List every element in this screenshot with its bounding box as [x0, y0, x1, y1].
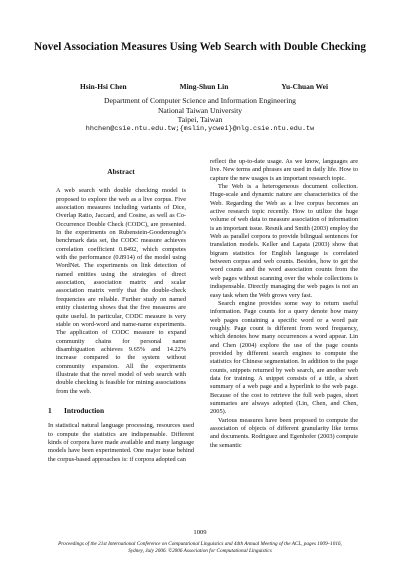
body-paragraph: reflect the up-to-date usage. As we know, languages are live. New terms and phrases are used in daily life. How to capture the new usages is an important research topic. [210, 158, 358, 182]
left-column [48, 158, 194, 464]
section-heading [48, 407, 194, 415]
affiliation-line: Department of Computer Science and Information Engineering [104, 96, 296, 105]
right-column [210, 158, 358, 450]
body-paragraph: In statistical natural language processing, resources used to compute the statistics are indispensable. Different kinds of corpora have made available and many language models have been experimented. One major issue behind the corpus-based approaches is: if corpora adopted can [48, 422, 194, 463]
section-title: Introduction [64, 405, 105, 415]
body-paragraph: Various measures have been proposed to compute the association of objects of different granularity like terms and documents. Rodriguez and Egenhofer (2003) compute the semantic [210, 416, 358, 449]
author-email: hhchen@csie.ntu.edu.tw;{mslin,ycwei}@nlg.csie.ntu.edu.tw [85, 125, 315, 133]
author-list [80, 82, 328, 91]
author-name: Ming-Shun Lin [179, 82, 229, 91]
section-number: 1 [48, 405, 52, 415]
abstract-text: A web search with double checking model is proposed to explore the web as a live corpus. Five association measures including variants of Dice, Overlap Ratio, Jaccard, and Cosine, as well as Co-Occurrence Double Check (CODC), are presented. In the experiments on Rubenstein-Goodenough’s benchmark data set, the CODC measure achieves correlation coefficient 0.8492, which competes with the performance (0.8914) of the model using WordNet. The experiments on link detection of named entities using the strategies of direct association, association matrix and scalar association matrix verify that the double-check frequencies are reliable. Further study on named entity clustering shows that the five measures are quite useful. In particular, CODC measure is very stable on word-word and name-name experiments. The application of CODC measure to expand community chains for personal name disambiguation achieves 9.65% and 14.22% increase compared to the system without community expansion. All the experiments illustrate that the novel model of web search with double checking is feasible for mining associations from the web. [56, 187, 186, 395]
page-number: 1009 [193, 529, 207, 536]
author-name: Yu-Chuan Wei [281, 82, 328, 91]
body-paragraph: The Web is a heterogeneous document collection. Huge-scale and dynamic nature are characteristics of the Web. Regarding the Web as a live corpus becomes an active research topic recently. How to utilize the huge volume of web data to measure association of information is an important issue. Resnik and Smith (2003) employ the Web as parallel corpora to provide bilingual sentences for translation models. Keller and Lapata (2003) show that bigram statistics for English language is correlated between corpus and web counts. Besides, how to get the word counts and the word association counts from the web pages without scanning over the whole collections is indispensable. Directly managing the web pages is not an easy task when the Web grows very fast. [210, 183, 358, 299]
paper-title: Novel Association Measures Using Web Search with Double Checking [34, 41, 366, 53]
footer-line: Proceedings of the 21st International Conference on Computational Linguistics and 44th Annual Meeting of the ACL, pages 1009–1016, [58, 541, 342, 547]
affiliation-line: National Taiwan University [157, 105, 243, 115]
body-paragraph: Search engine provides some way to return useful information. Page counts for a query denote how many web pages containing a specific word or a word pair roughly. Page count is different from word frequency, which denotes how many occurrences a word appear. Lin and Chen (2004) explore the use of the page counts provided by different search engines to compute the statistics for Chinese segmentation. In addition to the page counts, snippets returned by web search, are another web data for training. A snippet consists of a title, a short summary of a web page and a hyperlink to the web page. Because of the cost to retrieve the full web pages, short summaries are always adopted (Lin, Chen, and Chen, 2005). [210, 299, 358, 416]
affiliation-line: Taipei, Taiwan [177, 115, 223, 125]
footer-line: Sydney, July 2006. ©2006 Association for Computational Linguistics [128, 547, 272, 554]
abstract-heading: Abstract [107, 167, 135, 176]
author-name: Hsin-Hsi Chen [80, 82, 127, 91]
footer-citation [0, 541, 400, 554]
affiliation [0, 96, 400, 125]
